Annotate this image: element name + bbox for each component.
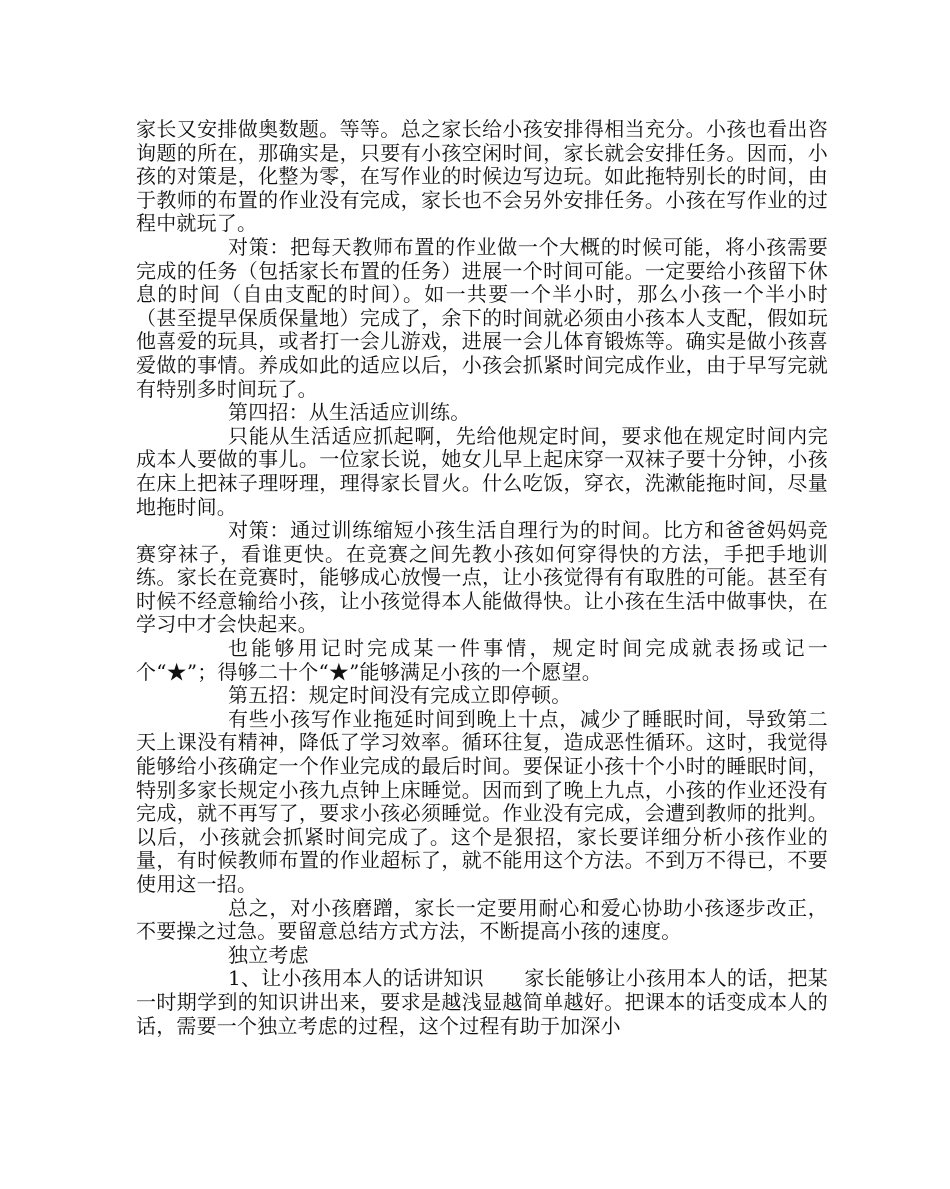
paragraph-summary: 总之，对小孩磨蹭，家长一定要用耐心和爱心协助小孩逐步改正，不要操之过急。要留意总结方式方法，不断提高小孩的速度。 [136,895,828,944]
paragraph-daily-habits: 只能从生活适应抓起啊，先给他规定时间，要求他在规定时间内完成本人要做的事儿。一位家长说，她女儿早上起床穿一双袜子要十分钟，小孩在床上把袜子理呀理，理得家长冒火。什么吃饭，穿衣，洗漱能拖时间，尽量地拖时间。 [136,423,828,519]
paragraph-star-reward: 也能够用记时完成某一件事情，规定时间完成就表扬或记一个“★”；得够二十个“★”能够满足小孩的一个愿望。 [136,636,828,684]
heading-independent-thinking: 独立考虑 [228,942,309,967]
paragraph-own-words: 1、让小孩用本人的话讲知识 家长能够让小孩用本人的话，把某一时期学到的知识讲出来，要求是越浅显越简单越好。把课本的话变成本人的话，需要一个独立考虑的过程，这个过程有助于加深小 [136,966,828,1038]
heading-tip-4: 第四招：从生活适应训练。 [228,400,471,425]
heading-tip-5: 第五招：规定时间没有完成立即停顿。 [228,683,572,708]
paragraph-continuation: 家长又安排做奥数题。等等。总之家长给小孩安排得相当充分。小孩也看出咨询题的所在，那确实是，只要有小孩空闲时间，家长就会安排任务。因而，小孩的对策是，化整为零，在写作业的时候边写边玩。如此拖特别长的时间，由于教师的布置的作业没有完成，家长也不会另外安排任务。小孩在写作业的过程中就玩了。 [136,117,828,236]
paragraph-strategy-2: 对策：通过训练缩短小孩生活自理行为的时间。比方和爸爸妈妈竞赛穿袜子，看谁更快。在竞赛之间先教小孩如何穿得快的方法，手把手地训练。家长在竞赛时，能够成心放慢一点，让小孩觉得有有取胜的可能。甚至有时候不经意输给小孩，让小孩觉得本人能做得快。让小孩在生活中做事快，在学习中才会快起来。 [136,518,828,637]
document-body [136,118,828,1038]
paragraph-deadline: 有些小孩写作业拖延时间到晚上十点，减少了睡眠时间，导致第二天上课没有精神，降低了学习效率。循环往复，造成恶性循环。这时，我觉得能够给小孩确定一个作业完成的最后时间。要保证小孩十个小时的睡眠时间，特别多家长规定小孩九点钟上床睡觉。因而到了晚上九点，小孩的作业还没有完成，就不再写了，要求小孩必须睡觉。作业没有完成，会遭到教师的批判。以后，小孩就会抓紧时间完成了。这个是狠招，家长要详细分析小孩作业的量，有时候教师布置的作业超标了，就不能用这个方法。不到万不得已，不要使用这一招。 [136,706,828,896]
paragraph-strategy-1: 对策：把每天教师布置的作业做一个大概的时候可能，将小孩需要完成的任务（包括家长布置的任务）进展一个时间可能。一定要给小孩留下休息的时间（自由支配的时间）。如一共要一个半小时，那么小孩一个半小时（甚至提早保质保量地）完成了，余下的时间就必须由小孩本人支配，假如玩他喜爱的玩具，或者打一会儿游戏，进展一会儿体育锻炼等。确实是做小孩喜爱做的事情。养成如此的适应以后，小孩会抓紧时间完成作业，由于早写完就有特别多时间玩了。 [136,234,828,401]
